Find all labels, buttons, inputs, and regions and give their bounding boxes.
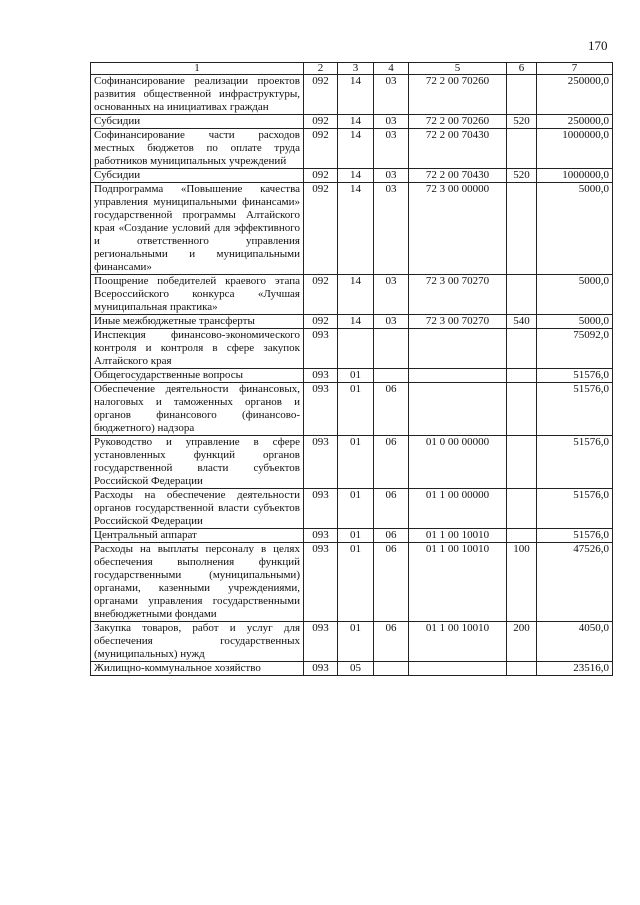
amount-cell: 1000000,0	[537, 169, 613, 183]
amount-cell: 51576,0	[537, 436, 613, 489]
subsection-code-cell: 03	[374, 115, 409, 129]
target-article-code-cell: 01 1 00 10010	[409, 529, 507, 543]
expense-type-code-cell	[507, 129, 537, 169]
expense-type-code-cell	[507, 529, 537, 543]
expense-type-code-cell	[507, 662, 537, 676]
header-cell: 1	[91, 63, 304, 75]
section-code-cell: 14	[338, 75, 374, 115]
item-name-cell: Жилищно-коммунальное хозяйство	[91, 662, 304, 676]
ministry-code-cell: 092	[304, 115, 338, 129]
expense-type-code-cell	[507, 436, 537, 489]
subsection-code-cell: 03	[374, 275, 409, 315]
target-article-code-cell: 01 1 00 10010	[409, 543, 507, 622]
section-code-cell: 05	[338, 662, 374, 676]
amount-cell: 51576,0	[537, 489, 613, 529]
header-cell: 3	[338, 63, 374, 75]
item-name-cell: Субсидии	[91, 115, 304, 129]
amount-cell: 250000,0	[537, 75, 613, 115]
section-code-cell: 14	[338, 169, 374, 183]
table-row	[91, 383, 613, 436]
ministry-code-cell: 093	[304, 369, 338, 383]
subsection-code-cell: 06	[374, 436, 409, 489]
target-article-code-cell: 72 2 00 70430	[409, 169, 507, 183]
target-article-code-cell: 01 1 00 10010	[409, 622, 507, 662]
header-cell: 7	[537, 63, 613, 75]
table-row	[91, 315, 613, 329]
item-name-cell: Субсидии	[91, 169, 304, 183]
table-row	[91, 436, 613, 489]
header-row	[91, 63, 613, 75]
page-number: 170	[588, 38, 608, 53]
target-article-code-cell: 72 3 00 70270	[409, 315, 507, 329]
header-cell: 4	[374, 63, 409, 75]
item-name-cell: Общегосударственные вопросы	[91, 369, 304, 383]
section-code-cell: 01	[338, 436, 374, 489]
subsection-code-cell: 06	[374, 529, 409, 543]
header-cell: 2	[304, 63, 338, 75]
target-article-code-cell: 72 2 00 70260	[409, 75, 507, 115]
amount-cell: 250000,0	[537, 115, 613, 129]
budget-table	[90, 62, 613, 676]
expense-type-code-cell: 100	[507, 543, 537, 622]
subsection-code-cell: 06	[374, 489, 409, 529]
section-code-cell: 14	[338, 115, 374, 129]
amount-cell: 51576,0	[537, 529, 613, 543]
amount-cell: 47526,0	[537, 543, 613, 622]
target-article-code-cell: 72 3 00 00000	[409, 183, 507, 275]
item-name-cell: Расходы на выплаты персоналу в целях обеспечения выполнения функций государственными (муниципальными) органами, казенными учреждениями, органами управления государственными внебюджетными фондами	[91, 543, 304, 622]
table-row	[91, 115, 613, 129]
target-article-code-cell: 72 2 00 70430	[409, 129, 507, 169]
ministry-code-cell: 092	[304, 183, 338, 275]
table-row	[91, 662, 613, 676]
subsection-code-cell	[374, 329, 409, 369]
amount-cell: 4050,0	[537, 622, 613, 662]
item-name-cell: Иные межбюджетные трансферты	[91, 315, 304, 329]
subsection-code-cell	[374, 369, 409, 383]
subsection-code-cell: 03	[374, 169, 409, 183]
table-row	[91, 75, 613, 115]
table-row	[91, 329, 613, 369]
ministry-code-cell: 092	[304, 169, 338, 183]
ministry-code-cell: 093	[304, 436, 338, 489]
expense-type-code-cell: 540	[507, 315, 537, 329]
item-name-cell: Софинансирование части расходов местных бюджетов по оплате труда работников муниципальных учреждений	[91, 129, 304, 169]
subsection-code-cell: 03	[374, 129, 409, 169]
amount-cell: 23516,0	[537, 662, 613, 676]
table-row	[91, 169, 613, 183]
ministry-code-cell: 092	[304, 275, 338, 315]
section-code-cell: 01	[338, 369, 374, 383]
expense-type-code-cell	[507, 183, 537, 275]
section-code-cell: 14	[338, 275, 374, 315]
section-code-cell: 14	[338, 129, 374, 169]
table-row	[91, 543, 613, 622]
table-body	[91, 75, 613, 676]
expense-type-code-cell	[507, 369, 537, 383]
expense-type-code-cell	[507, 275, 537, 315]
item-name-cell: Закупка товаров, работ и услуг для обеспечения государственных (муниципальных) нужд	[91, 622, 304, 662]
item-name-cell: Обеспечение деятельности финансовых, налоговых и таможенных органов и органов финансового (финансово-бюджетного) надзора	[91, 383, 304, 436]
item-name-cell: Расходы на обеспечение деятельности органов государственной власти субъектов Российской Федерации	[91, 489, 304, 529]
amount-cell: 51576,0	[537, 383, 613, 436]
subsection-code-cell: 06	[374, 622, 409, 662]
ministry-code-cell: 093	[304, 662, 338, 676]
target-article-code-cell: 72 2 00 70260	[409, 115, 507, 129]
subsection-code-cell: 03	[374, 183, 409, 275]
target-article-code-cell	[409, 662, 507, 676]
subsection-code-cell: 06	[374, 383, 409, 436]
section-code-cell	[338, 329, 374, 369]
table-row	[91, 275, 613, 315]
table-row	[91, 129, 613, 169]
expense-type-code-cell	[507, 383, 537, 436]
expense-type-code-cell: 200	[507, 622, 537, 662]
item-name-cell: Поощрение победителей краевого этапа Всероссийского конкурса «Лучшая муниципальная практика»	[91, 275, 304, 315]
subsection-code-cell: 03	[374, 75, 409, 115]
item-name-cell: Инспекция финансово-экономического контроля и контроля в сфере закупок Алтайского края	[91, 329, 304, 369]
table-row	[91, 529, 613, 543]
amount-cell: 1000000,0	[537, 129, 613, 169]
ministry-code-cell: 093	[304, 529, 338, 543]
section-code-cell: 01	[338, 543, 374, 622]
amount-cell: 75092,0	[537, 329, 613, 369]
amount-cell: 5000,0	[537, 275, 613, 315]
ministry-code-cell: 093	[304, 329, 338, 369]
table-row	[91, 489, 613, 529]
table-row	[91, 622, 613, 662]
table-row	[91, 369, 613, 383]
ministry-code-cell: 093	[304, 543, 338, 622]
section-code-cell: 01	[338, 529, 374, 543]
target-article-code-cell: 01 1 00 00000	[409, 489, 507, 529]
header-cell: 6	[507, 63, 537, 75]
subsection-code-cell: 03	[374, 315, 409, 329]
section-code-cell: 14	[338, 315, 374, 329]
section-code-cell: 01	[338, 622, 374, 662]
item-name-cell: Подпрограмма «Повышение качества управления муниципальными финансами» государственной программы Алтайского края «Создание условий для эффективного и ответственного управления региональными и муниципальными финансами»	[91, 183, 304, 275]
ministry-code-cell: 092	[304, 75, 338, 115]
amount-cell: 5000,0	[537, 183, 613, 275]
subsection-code-cell	[374, 662, 409, 676]
target-article-code-cell	[409, 369, 507, 383]
table-row	[91, 183, 613, 275]
ministry-code-cell: 092	[304, 129, 338, 169]
expense-type-code-cell	[507, 329, 537, 369]
section-code-cell: 01	[338, 383, 374, 436]
expense-type-code-cell: 520	[507, 115, 537, 129]
subsection-code-cell: 06	[374, 543, 409, 622]
section-code-cell: 14	[338, 183, 374, 275]
expense-type-code-cell	[507, 75, 537, 115]
ministry-code-cell: 092	[304, 315, 338, 329]
ministry-code-cell: 093	[304, 622, 338, 662]
section-code-cell: 01	[338, 489, 374, 529]
target-article-code-cell	[409, 329, 507, 369]
target-article-code-cell: 01 0 00 00000	[409, 436, 507, 489]
amount-cell: 5000,0	[537, 315, 613, 329]
target-article-code-cell	[409, 383, 507, 436]
ministry-code-cell: 093	[304, 383, 338, 436]
item-name-cell: Софинансирование реализации проектов развития общественной инфраструктуры, основанных на инициативах граждан	[91, 75, 304, 115]
item-name-cell: Руководство и управление в сфере установленных функций органов государственной власти субъектов Российской Федерации	[91, 436, 304, 489]
amount-cell: 51576,0	[537, 369, 613, 383]
expense-type-code-cell	[507, 489, 537, 529]
header-cell: 5	[409, 63, 507, 75]
item-name-cell: Центральный аппарат	[91, 529, 304, 543]
target-article-code-cell: 72 3 00 70270	[409, 275, 507, 315]
ministry-code-cell: 093	[304, 489, 338, 529]
expense-type-code-cell: 520	[507, 169, 537, 183]
